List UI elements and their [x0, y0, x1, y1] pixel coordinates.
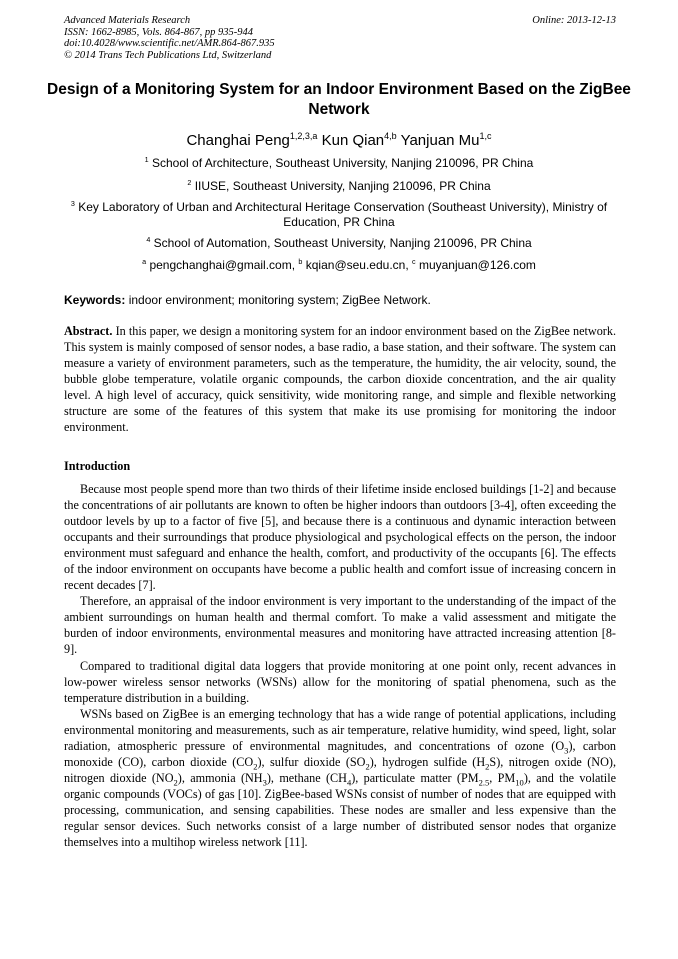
affiliation — [56, 156, 622, 171]
email-list — [56, 258, 622, 273]
paragraph: Because most people spend more than two thirds of their lifetime inside enclosed buildings [1-2] and because the concentrations of air pollutants are known to often be higher indoors than outdoors [3-4], often exceeding the outdoor levels by up to a factor of five [5], and because there is a continuous and dynamic interaction between occupants and their surroundings that produce physiological and psychological effects on the person, the indoor environment must safeguard and enhance the health, comfort, and productivity of the occupants [6]. The effects of the indoor environment on occupants have become a public health and comfort issue of increasing concern in recent decades [7]. — [64, 482, 616, 593]
subscript: 4 — [346, 777, 352, 788]
journal-name: Advanced Materials Research — [64, 15, 191, 26]
online-date: Online: 2013-12-13 — [532, 15, 616, 26]
keywords-label: Keywords: — [64, 293, 126, 307]
email-superscript: c — [412, 257, 416, 266]
journal-copyright: © 2014 Trans Tech Publications Ltd, Switzerland — [64, 49, 272, 61]
author-superscript: 1,c — [479, 131, 492, 141]
affiliation — [56, 236, 622, 251]
text-run: ), and the volatile organic compounds (VOCs) of gas [10]. ZigBee-based WSNs consist of number of nodes that are equipped with processing, communication, and sensing capabilities. These nodes are smaller and less expensive than the regular sensor devices. Such networks consist of a large number of distributed sensor nodes that organize themselves into a multihop wireless network [11]. — [64, 770, 616, 850]
text-run: ), carbon monoxide (CO), carbon dioxide (CO — [64, 738, 617, 769]
text-run: ), ammonia (NH — [177, 770, 263, 785]
affiliation-text: Key Laboratory of Urban and Architectural Heritage Conservation (Southeast University), Ministry of Education, PR China — [78, 200, 608, 229]
affiliation — [56, 179, 622, 194]
email-address[interactable]: pengchanghai@gmail.com, — [149, 258, 296, 272]
paper-title: Design of a Monitoring System for an Indoor Environment Based on the ZigBee Network — [47, 81, 631, 118]
author-name: Kun Qian — [321, 132, 385, 149]
affiliation-number: 1 — [144, 155, 149, 164]
text-run: ), methane (CH — [266, 770, 347, 785]
subscript: 3 — [564, 745, 569, 756]
subscript: 3 — [262, 777, 267, 788]
subscript: 2 — [485, 761, 490, 772]
affiliation-text: School of Automation, Southeast University, Nanjing 210096, PR China — [153, 236, 532, 250]
email-address[interactable]: kqian@seu.edu.cn, — [305, 258, 409, 272]
author-superscript: 4,b — [384, 131, 397, 141]
journal-header — [64, 15, 616, 61]
text-run: ), hydrogen sulfide (H — [369, 754, 486, 769]
text-run: ), sulfur dioxide (SO — [257, 754, 366, 769]
affiliation-number: 2 — [187, 178, 192, 187]
affiliation-number: 4 — [146, 235, 151, 244]
paragraph: Therefore, an appraisal of the indoor environment is very important to the understanding of the impact of the ambient surroundings on human health and thermal comfort. To make a valid assessment and mitigate the burden of indoor environments, environmental measures and monitoring have attracted increasing attention [8-9]. — [64, 594, 616, 657]
keywords-text: indoor environment; monitoring system; ZigBee Network. — [128, 293, 431, 307]
section-heading: Introduction — [64, 459, 131, 473]
subscript: 2 — [253, 761, 258, 772]
affiliation-text: IIUSE, Southeast University, Nanjing 210096, PR China — [194, 179, 491, 193]
keywords — [64, 293, 616, 307]
paragraph: Compared to traditional digital data loggers that provide monitoring at one point only, recent advances in low-power wireless sensor networks (WSNs) allow for the monitoring of spatial phenomena, such as the temperature distribution in a building. — [64, 658, 616, 705]
abstract-text: In this paper, we design a monitoring system for an indoor environment based on the ZigBee network. This system is mainly composed of sensor nodes, a base radio, a base station, and their software. The system can measure a variety of environment parameters, such as the temperature, the humidity, the air velocity, sound, the bubble globe temperature, volatile organic compounds, the carbon dioxide concentration, and the air quality level. A high level of accuracy, quick sensitivity, wide monitoring range, and simple and flexible networking structure are some of the features of this system that make its use promising for monitoring the indoor environment. — [64, 324, 616, 435]
affiliation-number: 3 — [70, 199, 75, 208]
subscript: 10 — [515, 777, 524, 788]
introduction-body — [64, 481, 616, 850]
subscript: 2.5 — [478, 777, 490, 788]
author-name: Changhai Peng — [186, 132, 290, 149]
author-list — [40, 132, 638, 150]
subscript: 2 — [173, 777, 178, 788]
text-run: WSNs based on ZigBee is an emerging technology that has a wide range of potential applications, including environmental monitoring and measurements, such as air temperature, relative humidity, wind speed, light, solar radiation, atmospheric pressure of environmental magnitudes, and concentrations of ozone (O — [64, 706, 616, 753]
email-superscript: b — [298, 257, 303, 266]
text-run: S), nitrogen oxide (NO), nitrogen dioxide (NO — [64, 754, 617, 785]
author-name: Yanjuan Mu — [400, 132, 480, 149]
email-address[interactable]: muyanjuan@126.com — [418, 258, 536, 272]
paragraph — [64, 706, 616, 850]
affiliation — [50, 200, 628, 230]
abstract — [64, 323, 616, 435]
author-superscript: 1,2,3,a — [289, 131, 318, 141]
subscript: 2 — [365, 761, 370, 772]
text-run: ), particulate matter (PM — [351, 770, 479, 785]
email-superscript: a — [142, 257, 147, 266]
journal-issn: ISSN: 1662-8985, Vols. 864-867, pp 935-944 — [64, 26, 253, 38]
affiliation-text: School of Architecture, Southeast University, Nanjing 210096, PR China — [152, 156, 534, 170]
text-run: , PM — [489, 770, 516, 785]
abstract-label: Abstract. — [64, 324, 113, 338]
journal-doi[interactable]: doi:10.4028/www.scientific.net/AMR.864-867.935 — [64, 38, 275, 50]
